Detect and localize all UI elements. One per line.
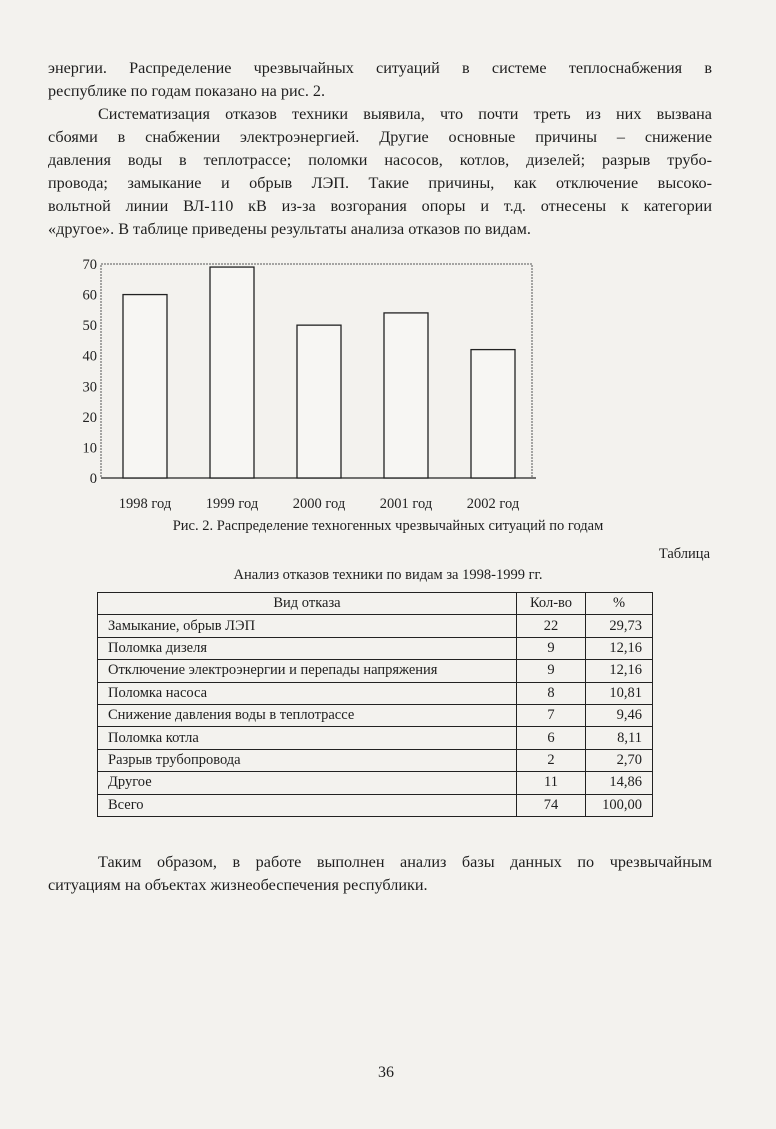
cell-type: Поломка насоса — [98, 682, 517, 704]
bar-1998 — [123, 295, 167, 478]
y-tick-label: 70 — [82, 257, 97, 273]
x-tick-label: 2001 год — [379, 496, 433, 512]
table-row — [98, 772, 653, 794]
y-tick-label: 10 — [82, 440, 97, 457]
y-tick-label: 20 — [82, 409, 97, 426]
table-row — [98, 660, 653, 682]
x-tick-label: 2002 год — [466, 496, 520, 512]
y-tick-label: 60 — [82, 287, 97, 304]
cell-percent: 29,73 — [586, 615, 653, 637]
text-line: давления воды в теплотрассе; поломки насосов, котлов, дизелей; разрыв трубо- — [48, 151, 712, 169]
bar-2000 — [297, 325, 341, 478]
text-line: сбоями в снабжении электроэнергией. Другие основные причины – снижение — [48, 128, 712, 146]
cell-percent: 9,46 — [586, 704, 653, 726]
table-label: Таблица — [658, 546, 710, 562]
x-tick-label: 1999 год — [205, 496, 259, 512]
text-line: энергии. Распределение чрезвычайных ситуаций в системе теплоснабжения в — [48, 59, 712, 77]
y-tick-label: 0 — [89, 471, 97, 487]
bar-2001 — [384, 313, 428, 478]
table-title: Анализ отказов техники по видам за 1998-1999 гг. — [233, 567, 543, 583]
paragraph-intro — [48, 57, 712, 103]
text-line: Таким образом, в работе выполнен анализ базы данных по чрезвычайным — [98, 853, 712, 871]
paragraph-conclusion — [48, 851, 712, 897]
table-row — [98, 704, 653, 726]
text-line: вольтной линии ВЛ-110 кВ из-за возгорания опоры и т.д. отнесены к категории — [48, 197, 712, 215]
table-row — [98, 749, 653, 771]
y-tick-label: 30 — [82, 379, 97, 396]
bar-chart — [70, 250, 550, 515]
table-row — [98, 615, 653, 637]
text-line: Систематизация отказов техники выявила, что почти треть из них вызвана — [98, 105, 712, 123]
table-row — [98, 794, 653, 816]
cell-count: 7 — [517, 704, 586, 726]
y-tick-label: 40 — [82, 348, 97, 365]
cell-percent: 100,00 — [586, 794, 653, 816]
table-row — [98, 727, 653, 749]
cell-type: Всего — [98, 794, 517, 816]
cell-count: 9 — [517, 660, 586, 682]
cell-type: Отключение электроэнергии и перепады напряжения — [98, 660, 517, 682]
bar-1999 — [210, 267, 254, 478]
table-header-row — [98, 593, 653, 615]
page-number: 36 — [378, 1064, 394, 1081]
cell-count: 2 — [517, 749, 586, 771]
text-line: ситуациям на объектах жизнеобеспечения республики. — [48, 876, 428, 894]
cell-percent: 12,16 — [586, 637, 653, 659]
bar-2002 — [471, 350, 515, 478]
cell-count: 22 — [517, 615, 586, 637]
cell-count: 6 — [517, 727, 586, 749]
x-tick-label: 1998 год — [118, 496, 172, 512]
header-percent: % — [586, 593, 653, 615]
paragraph-systematization — [48, 103, 712, 241]
cell-percent: 8,11 — [586, 727, 653, 749]
header-type: Вид отказа — [98, 593, 517, 615]
text-line: республике по годам показано на рис. 2. — [48, 82, 326, 100]
cell-type: Разрыв трубопровода — [98, 749, 517, 771]
cell-count: 8 — [517, 682, 586, 704]
cell-type: Замыкание, обрыв ЛЭП — [98, 615, 517, 637]
cell-count: 11 — [517, 772, 586, 794]
y-tick-label: 50 — [82, 318, 97, 335]
cell-percent: 14,86 — [586, 772, 653, 794]
cell-type: Снижение давления воды в теплотрассе — [98, 704, 517, 726]
cell-type: Другое — [98, 772, 517, 794]
cell-type: Поломка котла — [98, 727, 517, 749]
figure-caption: Рис. 2. Распределение техногенных чрезвычайных ситуаций по годам — [172, 518, 604, 534]
cell-percent: 12,16 — [586, 660, 653, 682]
cell-percent: 2,70 — [586, 749, 653, 771]
table-row — [98, 637, 653, 659]
cell-type: Поломка дизеля — [98, 637, 517, 659]
failures-table — [97, 592, 653, 817]
text-line: провода; замыкание и обрыв ЛЭП. Такие причины, как отключение высоко- — [48, 174, 712, 192]
cell-percent: 10,81 — [586, 682, 653, 704]
table-row — [98, 682, 653, 704]
text-line: «другое». В таблице приведены результаты анализа отказов по видам. — [48, 220, 531, 238]
x-tick-label: 2000 год — [292, 496, 346, 512]
cell-count: 9 — [517, 637, 586, 659]
header-count: Кол-во — [517, 593, 586, 615]
cell-count: 74 — [517, 794, 586, 816]
